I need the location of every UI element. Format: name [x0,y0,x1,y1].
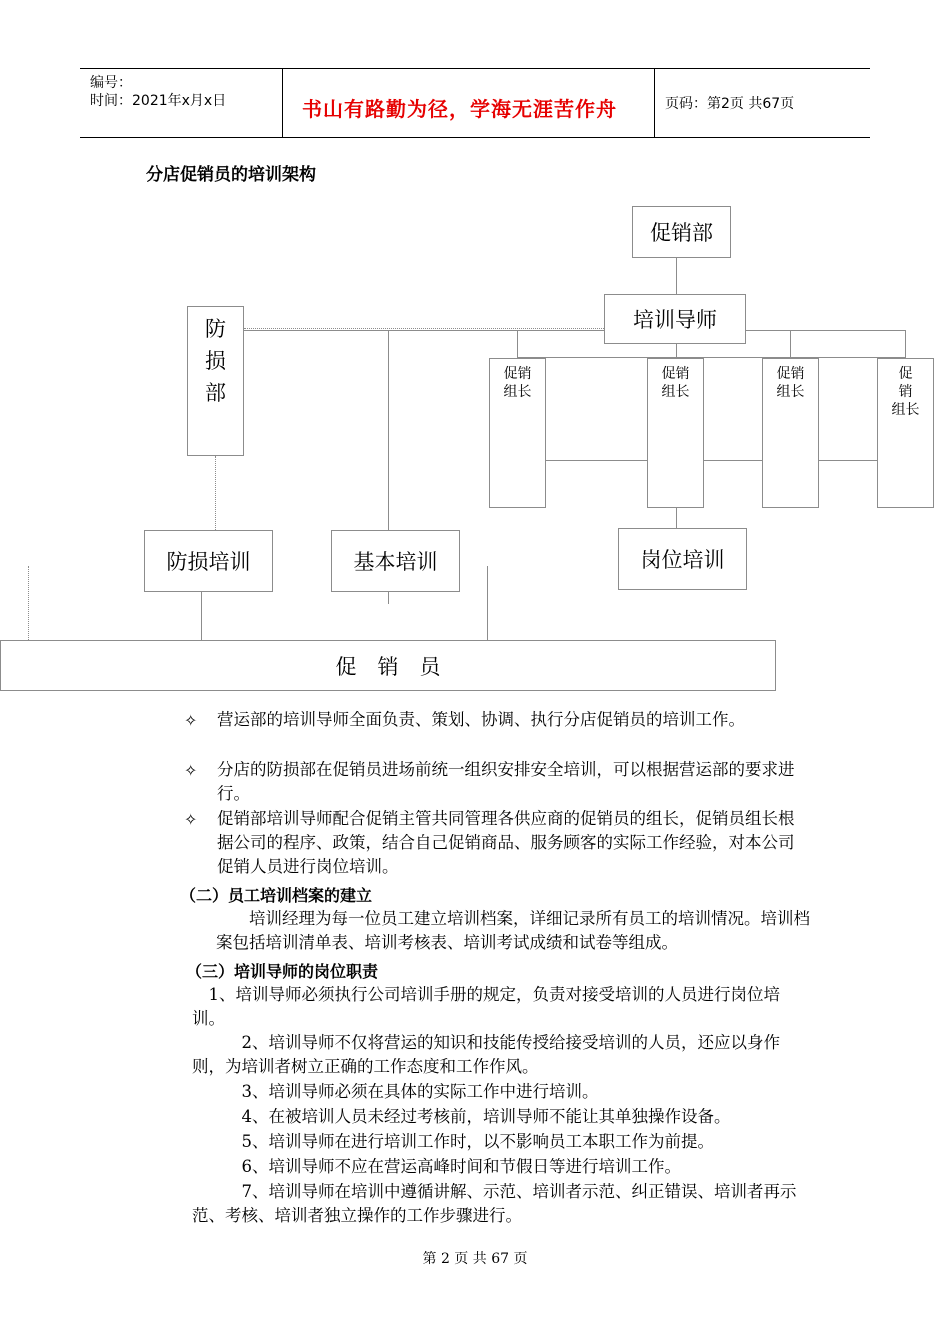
connector-line [487,566,488,640]
bullet-icon: ✧ [184,810,198,829]
box-team-lead-2: 促销 组长 [647,358,704,508]
connector-dotted [28,566,29,640]
connector-line [517,460,906,461]
duty-item: 4、在被培训人员未经过考核前，培训导师不能让其单独操作设备。 [241,1107,731,1126]
header-motto-cell [282,69,655,137]
header-page-cell [655,69,870,137]
connector-line [676,258,677,294]
box-team-lead-4: 促 销 组长 [877,358,934,508]
connector-line [388,330,389,530]
page-footer: 第 2 页 共 67 页 [422,1251,528,1267]
connector-line [244,330,604,331]
duty-item: 1、培训导师必须执行公司培训手册的规定，负责对接受培训的人员进行岗位培训。 [192,985,780,1028]
section3-heading: （三）培训导师的岗位职责 [186,962,379,981]
connector-line [790,330,791,358]
section2-heading: （二）员工培训档案的建立 [180,886,373,905]
box-team-lead-3: 促销 组长 [762,358,819,508]
bullet-text: 营运部的培训导师全面负责、策划、协调、执行分店促销员的培训工作。 [217,710,745,729]
bullet-text: 促销部培训导师配合促销主管共同管理各供应商的促销员的组长，促销员组长根据公司的程序、政策，结合自己促销商品、服务顾客的实际工作经验，对本公司促销人员进行岗位培训。 [217,809,795,876]
box-loss-dept: 防 损 部 [187,306,244,456]
date-label: 时间：2021年x月x日 [90,93,227,109]
connector-line [517,357,906,358]
box-promoter: 促 销 员 [0,640,776,691]
box-basic-training: 基本培训 [331,530,460,592]
box-team-lead-1: 促销 组长 [489,358,546,508]
duty-item: 7、培训导师在培训中遵循讲解、示范、培训者示范、纠正错误、培训者再示范、考核、培训者独立操作的工作步骤进行。 [192,1182,797,1225]
box-trainer: 培训导师 [604,294,746,344]
bullet-icon: ✧ [184,711,198,730]
chart-title: 分店促销员的培训架构 [146,165,316,185]
box-promo-dept: 促销部 [632,206,731,258]
box-post-training: 岗位培训 [618,528,747,590]
motto-text: 书山有路勤为径，学海无涯苦作舟 [302,97,617,121]
connector-line [201,592,202,640]
connector-line [745,330,906,331]
header-meta-cell [80,69,283,137]
connector-line [676,344,677,358]
connector-dotted [215,456,216,530]
duty-item: 5、培训导师在进行培训工作时，以不影响员工本职工作为前提。 [241,1132,714,1151]
connector-line [388,592,389,604]
serial-label: 编号： [90,75,132,91]
box-loss-training: 防损培训 [144,530,273,592]
connector-line [517,330,518,358]
section2-body: 培训经理为每一位员工建立培训档案，详细记录所有员工的培训情况。培训档案包括培训清单表、培训考核表、培训考试成绩和试卷等组成。 [216,909,810,952]
connector-dotted [244,328,604,329]
duty-item: 6、培训导师不应在营运高峰时间和节假日等进行培训工作。 [241,1157,681,1176]
bullet-text: 分店的防损部在促销员进场前统一组织安排安全培训，可以根据营运部的要求进行。 [217,760,795,803]
page-info: 页码：第2页 共67页 [665,96,795,112]
duty-item: 2、培训导师不仅将营运的知识和技能传授给接受培训的人员，还应以身作则，为培训者树立正确的工作态度和工作作风。 [192,1033,780,1076]
connector-line [905,330,906,358]
duty-item: 3、培训导师必须在具体的实际工作中进行培训。 [241,1082,599,1101]
bullet-icon: ✧ [184,761,198,780]
page-header [80,68,870,138]
